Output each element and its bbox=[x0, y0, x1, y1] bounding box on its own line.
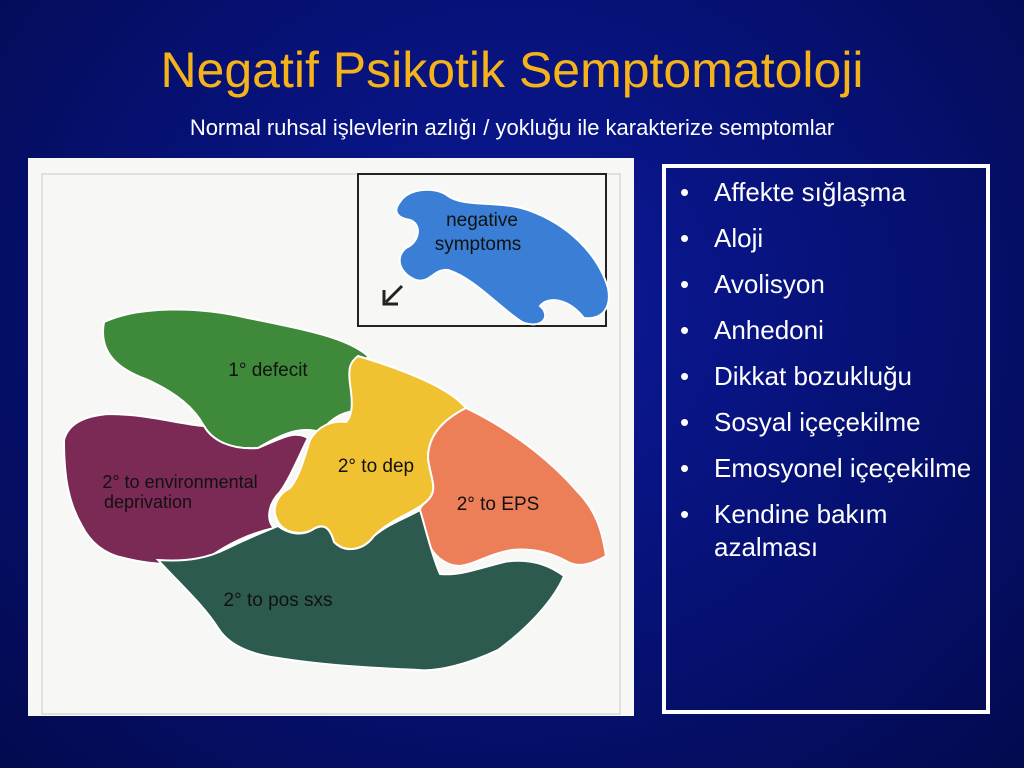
pos-sxs-label: 2° to pos sxs bbox=[223, 590, 333, 611]
list-item-text: Dikkat bozukluğu bbox=[714, 361, 912, 391]
bullet-marker: • bbox=[680, 177, 690, 207]
list-item bbox=[666, 314, 986, 347]
primary-deficit-label: 1° defecit bbox=[228, 360, 308, 381]
puzzle-diagram bbox=[28, 158, 634, 716]
list-item bbox=[666, 268, 986, 301]
list-item-text: Kendine bakım azalması bbox=[714, 499, 888, 562]
bullet-marker: • bbox=[680, 361, 690, 391]
list-item-text: Avolisyon bbox=[714, 269, 825, 299]
slide-subtitle: Normal ruhsal işlevlerin azlığı / yokluğu ile karakterize semptomlar bbox=[189, 115, 835, 140]
dep-label: 2° to dep bbox=[337, 456, 415, 477]
bullet-marker: • bbox=[680, 407, 690, 437]
list-item bbox=[666, 360, 986, 393]
list-item-text: Aloji bbox=[714, 223, 764, 253]
puzzle-figure bbox=[28, 158, 634, 716]
eps-label: 2° to EPS bbox=[456, 494, 540, 515]
symptom-list bbox=[666, 168, 986, 564]
list-item-text: Affekte sığlaşma bbox=[714, 177, 906, 207]
list-item bbox=[666, 222, 986, 255]
bullet-marker: • bbox=[680, 269, 690, 299]
environmental-label-2: deprivation bbox=[103, 492, 193, 512]
negative-symptoms-label-1: negative bbox=[446, 210, 518, 231]
list-item-text: Emosyonel içeçekilme bbox=[714, 453, 972, 483]
bullet-marker: • bbox=[680, 499, 690, 529]
list-item bbox=[666, 406, 986, 439]
negative-symptoms-label-2: symptoms bbox=[434, 234, 522, 255]
list-item-text: Anhedoni bbox=[714, 315, 824, 345]
bullet-marker: • bbox=[680, 223, 690, 253]
environmental-label-1: 2° to environmental bbox=[102, 472, 258, 492]
slide-title: Negatif Psikotik Semptomatoloji bbox=[160, 42, 864, 98]
list-item bbox=[666, 498, 986, 564]
list-item-text: Sosyal içeçekilme bbox=[714, 407, 921, 437]
list-item bbox=[666, 176, 986, 209]
bullet-marker: • bbox=[680, 453, 690, 483]
piece-eps bbox=[419, 408, 606, 566]
list-item bbox=[666, 452, 986, 485]
symptom-list-box bbox=[662, 164, 990, 714]
bullet-marker: • bbox=[680, 315, 690, 345]
